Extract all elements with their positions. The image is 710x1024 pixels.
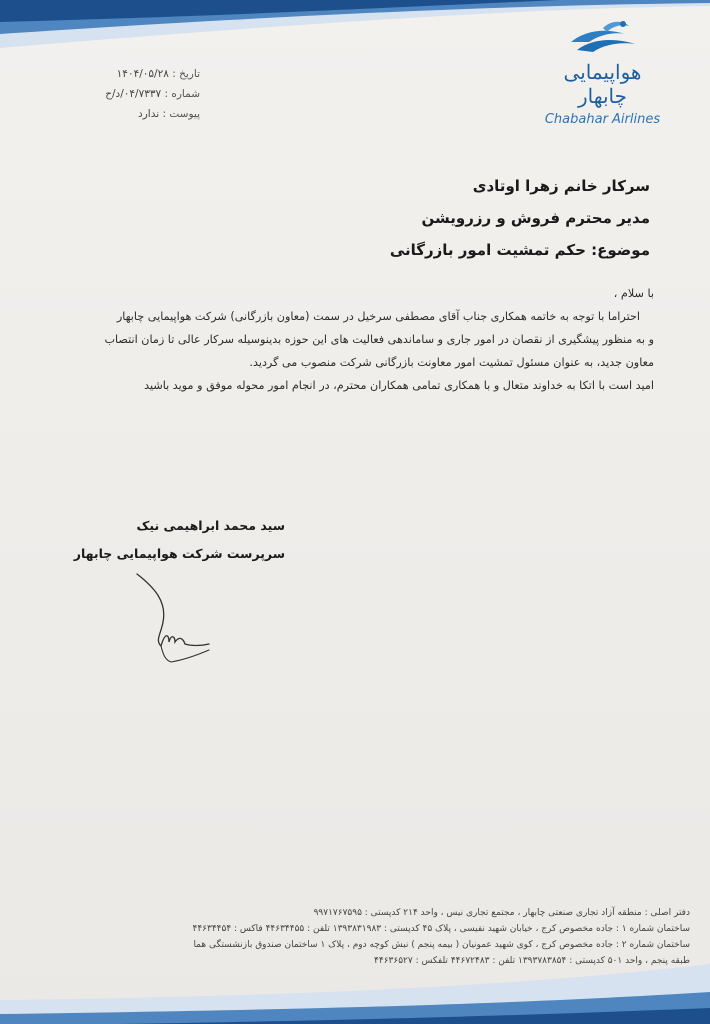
handwritten-signature <box>125 570 225 670</box>
logo-name-en: Chabahar Airlines <box>544 112 661 127</box>
footer-line-3: ساختمان شماره ۲ : جاده مخصوص کرج ، کوی شهید عمونیان ( بیمه پنجم ) نبش کوچه دوم ، پلاک ۱ ساختمان صندوق بازنشستگی هما <box>193 940 690 950</box>
letter-body <box>54 282 654 397</box>
date-label: تاریخ : <box>172 68 200 80</box>
number-label: شماره : <box>164 88 200 100</box>
date-row <box>60 64 200 84</box>
footer-line-4: طبقه پنجم ، واحد ۵۰۱ کدپستی : ۱۳۹۳۷۸۳۸۵۴ تلفن : ۴۴۶۷۲۴۸۳ تلفکس : ۴۴۶۳۶۵۲۷ <box>374 956 690 966</box>
logo-name-fa: هواپیمایی چابهار <box>563 60 642 108</box>
number-row <box>60 84 200 104</box>
body-line-2: و به منظور پیشگیری از نقصان در امور جاری و ساماندهی فعالیت های این حوزه بدینوسیله سرکار عالی تا زمان انتصاب <box>104 333 654 346</box>
attachment-value: ندارد <box>138 108 160 120</box>
body-line-4: امید است با اتکا به خداوند متعال و با همکاری تمامی همکاران محترم، در انجام امور محوله موفق و موید باشید <box>144 379 654 392</box>
attachment-row <box>60 104 200 124</box>
body-line-3: معاون جدید، به عنوان مسئول تمشیت امور معاونت بازرگانی شرکت منصوب می گردید. <box>249 356 654 369</box>
letter-meta <box>60 64 200 124</box>
greeting: با سلام ، <box>613 287 654 300</box>
wave-bird-icon <box>563 16 643 58</box>
date-value: ۱۴۰۴/۰۵/۲۸ <box>116 68 169 80</box>
addressee-name: سرکار خانم زهرا اوتادی <box>472 177 650 195</box>
signature-block <box>65 512 285 568</box>
footer-line-2: ساختمان شماره ۱ : جاده مخصوص کرج ، خیابان شهید نفیسی ، پلاک ۴۵ کدپستی : ۱۳۹۳۸۳۱۹۸۳ تلفن : ۴۴۶۳۴۴۵۵ فاکس : ۴۴۶۳۴۴۵۴ <box>192 924 690 934</box>
number-value: ۰۴/۷۳۳۷/د/ح <box>105 88 162 100</box>
addressee-block <box>250 170 650 266</box>
addressee-title: مدیر محترم فروش و رزرویشن <box>421 209 650 227</box>
attachment-label: پیوست : <box>162 108 200 120</box>
chabahar-airlines-logo <box>540 16 665 136</box>
bottom-wave-band <box>0 934 710 1024</box>
signer-name: سید محمد ابراهیمی نیک <box>136 518 285 533</box>
body-line-1: احتراما با توجه به خاتمه همکاری جناب آقای مصطفی سرخیل در سمت (معاون بازرگانی) شرکت هواپیمایی چابهار <box>116 310 640 323</box>
footer-line-1: دفتر اصلی : منطقه آزاد تجاری صنعتی چابهار ، مجتمع تجاری نیس ، واحد ۲۱۴ کدپستی : ۹۹۷۱۷۶۷۵۹۵ <box>313 908 690 918</box>
letter-subject: موضوع: حکم تمشیت امور بازرگانی <box>389 241 650 259</box>
signer-title: سرپرست شرکت هواپیمایی چابهار <box>73 546 285 561</box>
